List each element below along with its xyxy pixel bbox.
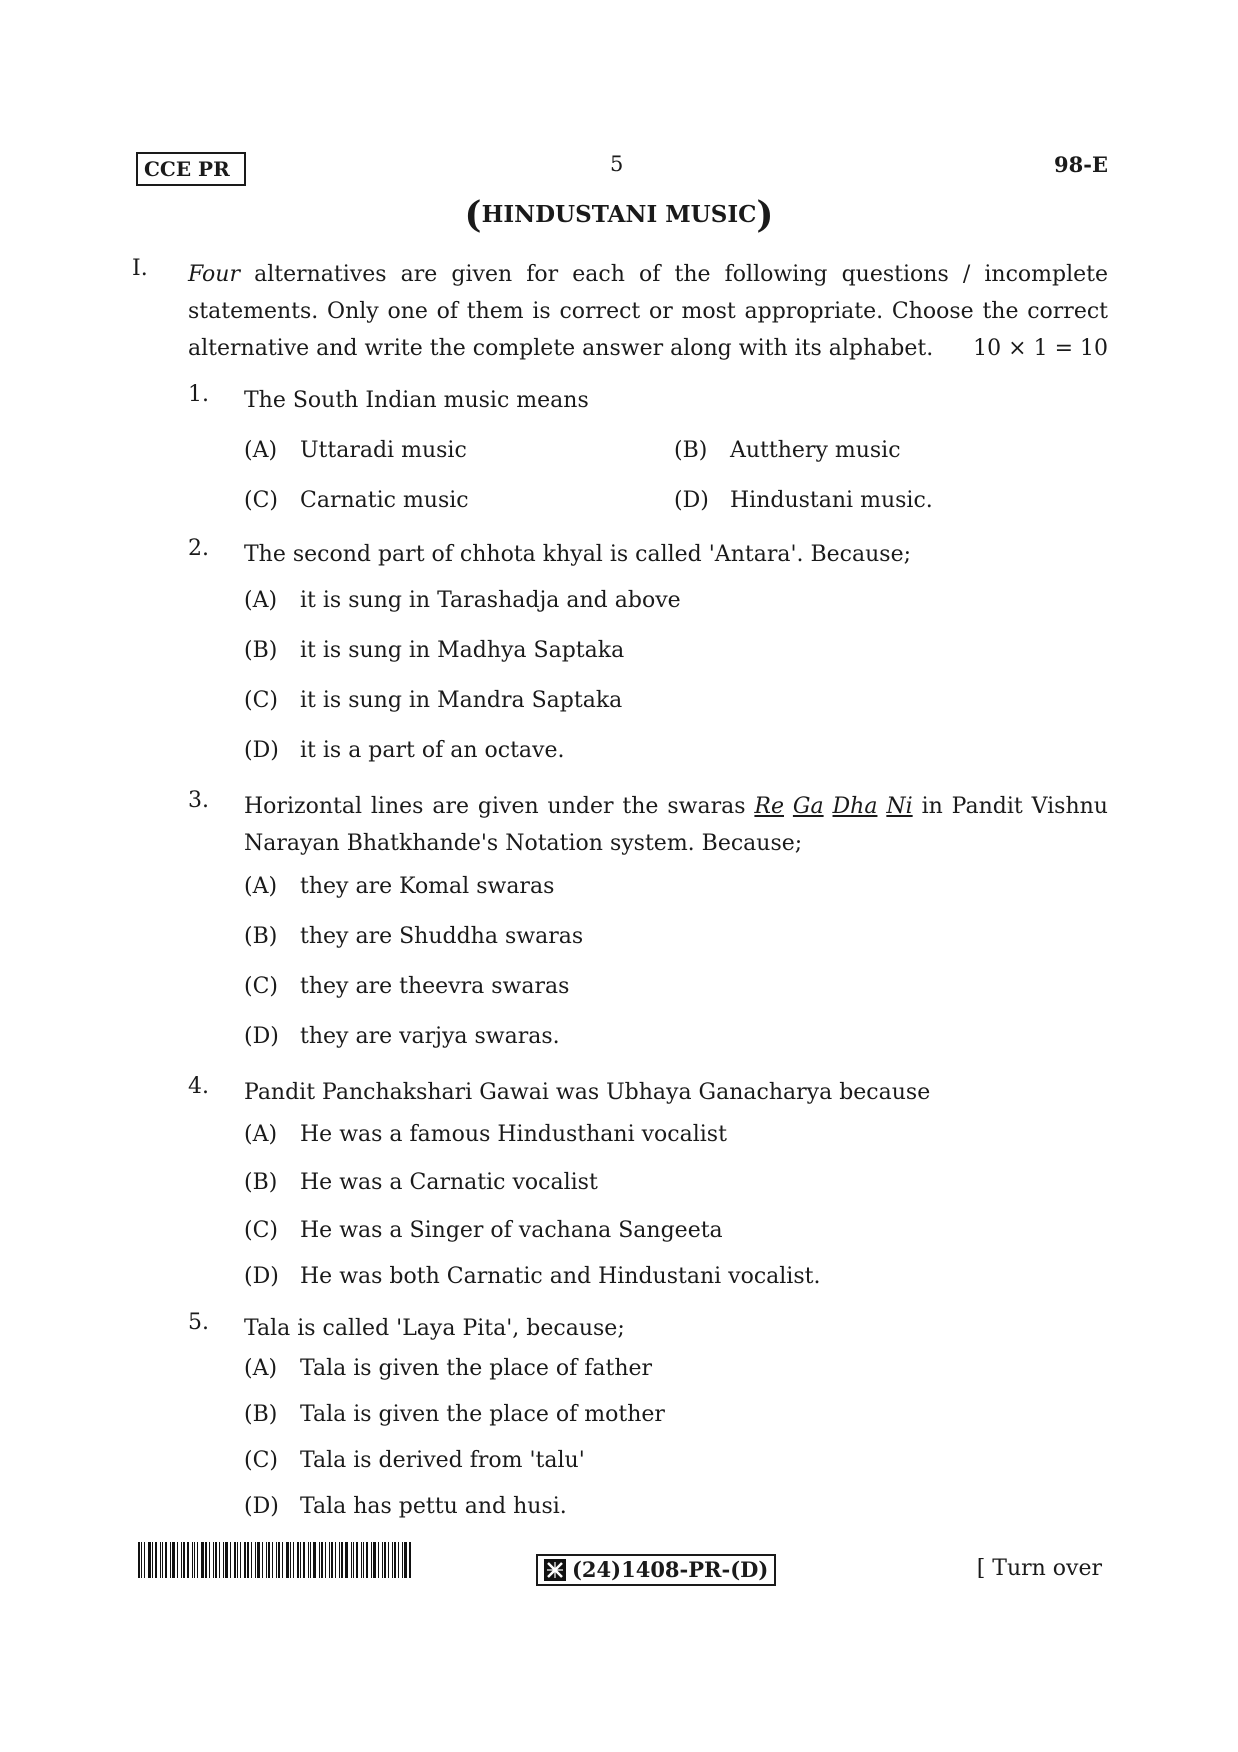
barcode-bar: [187, 1542, 189, 1578]
option-text: they are Komal swaras: [300, 874, 555, 899]
option-letter: (B): [244, 1402, 278, 1427]
question-text: The second part of chhota khyal is called 'Antara'. Because;: [244, 542, 912, 567]
barcode-bar: [329, 1542, 330, 1578]
question-text: Tala is called 'Laya Pita', because;: [244, 1316, 625, 1341]
barcode-bar: [353, 1542, 354, 1578]
option-letter: (C): [244, 688, 278, 713]
option-text: He was a Singer of vachana Sangeeta: [300, 1218, 723, 1243]
barcode-bar: [148, 1542, 151, 1578]
question-text: The South Indian music means: [244, 388, 589, 413]
barcode-bar: [141, 1542, 142, 1578]
swara-ga: Ga: [792, 794, 824, 819]
paper-series-code: CCE PR: [136, 152, 246, 186]
option-letter: (A): [244, 874, 278, 899]
swara-ni: Ni: [886, 794, 913, 819]
barcode-bar: [356, 1542, 358, 1578]
question-number: 2.: [188, 536, 209, 561]
barcode-bar: [138, 1542, 140, 1578]
option-letter: (D): [244, 1494, 279, 1519]
barcode-bar: [144, 1542, 145, 1578]
barcode-bar: [276, 1542, 277, 1578]
option-text: Autthery music: [730, 438, 901, 463]
title-text: HINDUSTANI MUSIC: [481, 201, 757, 228]
question-text: Pandit Panchakshari Gawai was Ubhaya Ganacharya because: [244, 1080, 931, 1105]
barcode-bar: [282, 1542, 283, 1578]
barcode-bar: [310, 1542, 311, 1578]
option-letter: (A): [244, 1122, 278, 1147]
barcode-bar: [237, 1542, 238, 1578]
barcode-bar: [297, 1542, 299, 1578]
barcode-bar: [366, 1542, 368, 1578]
turn-over-note: [ Turn over: [976, 1556, 1102, 1581]
page-title: [0, 194, 1238, 236]
option-text: Tala is derived from 'talu': [300, 1448, 585, 1473]
barcode-bar: [213, 1542, 214, 1578]
question-text-post: in Pandit Vishnu Narayan Bhatkhande's Notation system. Because;: [244, 794, 1108, 856]
barcode-bar: [177, 1542, 178, 1578]
barcode-bar: [219, 1542, 220, 1578]
barcode-bar: [293, 1542, 294, 1578]
barcode-bar: [240, 1542, 241, 1578]
title-open-paren: (: [464, 194, 482, 236]
barcode-bar: [325, 1542, 326, 1578]
option-letter: (B): [674, 438, 708, 463]
title-close-paren: ): [756, 194, 774, 236]
footer-code-box: [536, 1554, 776, 1586]
swara-re: Re: [754, 794, 784, 819]
instruction-emphasis: Four: [188, 262, 240, 287]
barcode-bar: [165, 1542, 167, 1578]
barcode-bar: [319, 1542, 320, 1578]
option-text: He was a famous Hindusthani vocalist: [300, 1122, 727, 1147]
page-number: 5: [610, 152, 624, 176]
question-text-pre: Horizontal lines are given under the swaras: [244, 794, 746, 819]
barcode-bar: [162, 1542, 163, 1578]
barcode-bar: [392, 1542, 393, 1578]
barcode-bar: [341, 1542, 343, 1578]
barcode-bar: [251, 1542, 252, 1578]
section-instructions: [188, 256, 1108, 367]
option-letter: (A): [244, 1356, 278, 1381]
barcode-bar: [152, 1542, 153, 1578]
instruction-text: alternatives are given for each of the following questions / incomplete statements. Only one of them is correct or most appropriate. Choose the correct alternative and write the complete answer along with its alphabet.: [188, 262, 1108, 361]
barcode-bar: [272, 1542, 273, 1578]
barcode-bar: [244, 1542, 246, 1578]
barcode-bar: [300, 1542, 301, 1578]
barcode-bar: [339, 1542, 340, 1578]
barcode-bar: [172, 1542, 175, 1578]
question-number: 1.: [188, 382, 209, 407]
barcode-bar: [234, 1542, 236, 1578]
barcode-bar: [404, 1542, 407, 1578]
option-letter: (D): [244, 1264, 279, 1289]
barcode-bar: [278, 1542, 280, 1578]
barcode-bar: [160, 1542, 161, 1578]
barcode-bar: [388, 1542, 389, 1578]
barcode-bar: [384, 1542, 386, 1578]
barcode-bar: [363, 1542, 364, 1578]
option-text: He was both Carnatic and Hindustani vocalist.: [300, 1264, 821, 1289]
option-text: Hindustani music.: [730, 488, 933, 513]
option-letter: (C): [244, 1448, 278, 1473]
barcode-bar: [183, 1542, 185, 1578]
barcode-bar: [335, 1542, 336, 1578]
barcode-bar: [192, 1542, 193, 1578]
barcode-bar: [378, 1542, 379, 1578]
barcode-bar: [201, 1542, 204, 1578]
barcode-bar: [181, 1542, 182, 1578]
barcode-bar: [255, 1542, 256, 1578]
option-text: Tala has pettu and husi.: [300, 1494, 567, 1519]
barcode-bar: [209, 1542, 210, 1578]
barcode-bar: [409, 1542, 411, 1578]
barcode-bar: [373, 1542, 376, 1578]
option-letter: (C): [244, 1218, 278, 1243]
option-letter: (D): [244, 1024, 279, 1049]
barcode-bar: [170, 1542, 171, 1578]
option-text: it is sung in Madhya Saptaka: [300, 638, 625, 663]
barcode-bar: [351, 1542, 352, 1578]
barcode-bar: [394, 1542, 396, 1578]
barcode-bar: [290, 1542, 291, 1578]
option-text: Tala is given the place of mother: [300, 1402, 665, 1427]
section-number: I.: [132, 256, 148, 281]
option-text: Tala is given the place of father: [300, 1356, 653, 1381]
barcode: [138, 1542, 418, 1578]
swara-dha: Dha: [832, 794, 878, 819]
barcode-bar: [247, 1542, 249, 1578]
cross-mark-icon: [544, 1559, 566, 1581]
paper-code: 98-E: [1054, 152, 1108, 177]
barcode-bar: [382, 1542, 383, 1578]
question-number: 4.: [188, 1074, 209, 1099]
option-letter: (A): [244, 438, 278, 463]
barcode-bar: [268, 1542, 270, 1578]
option-letter: (D): [674, 488, 709, 513]
question-text: [244, 788, 1108, 862]
option-text: it is a part of an octave.: [300, 738, 565, 763]
barcode-bar: [225, 1542, 228, 1578]
barcode-bar: [321, 1542, 323, 1578]
option-text: they are varjya swaras.: [300, 1024, 560, 1049]
barcode-bar: [197, 1542, 198, 1578]
option-letter: (B): [244, 924, 278, 949]
barcode-bar: [308, 1542, 309, 1578]
barcode-bar: [262, 1542, 263, 1578]
option-letter: (B): [244, 1170, 278, 1195]
option-text: it is sung in Mandra Saptaka: [300, 688, 623, 713]
option-text: Carnatic music: [300, 488, 469, 513]
barcode-bar: [371, 1542, 372, 1578]
option-letter: (D): [244, 738, 279, 763]
marks-allocation: 10 × 1 = 10: [973, 336, 1108, 361]
option-text: He was a Carnatic vocalist: [300, 1170, 598, 1195]
question-number: 5.: [188, 1310, 209, 1335]
barcode-bar: [223, 1542, 224, 1578]
barcode-bar: [286, 1542, 289, 1578]
question-number: 3.: [188, 788, 209, 813]
barcode-bar: [230, 1542, 231, 1578]
barcode-bar: [402, 1542, 403, 1578]
barcode-bar: [303, 1542, 305, 1578]
option-text: it is sung in Tarashadja and above: [300, 588, 681, 613]
barcode-bar: [257, 1542, 260, 1578]
barcode-bar: [266, 1542, 267, 1578]
barcode-bar: [205, 1542, 207, 1578]
barcode-bar: [313, 1542, 316, 1578]
option-text: they are theevra swaras: [300, 974, 570, 999]
barcode-bar: [345, 1542, 348, 1578]
option-letter: (A): [244, 588, 278, 613]
barcode-bar: [361, 1542, 362, 1578]
barcode-bar: [155, 1542, 157, 1578]
barcode-bar: [398, 1542, 399, 1578]
barcode-bar: [215, 1542, 217, 1578]
option-letter: (B): [244, 638, 278, 663]
option-text: Uttaradi music: [300, 438, 467, 463]
barcode-bar: [194, 1542, 195, 1578]
barcode-bar: [331, 1542, 333, 1578]
option-letter: (C): [244, 974, 278, 999]
option-text: they are Shuddha swaras: [300, 924, 584, 949]
footer-code: (24)1408-PR-(D): [572, 1557, 769, 1582]
option-letter: (C): [244, 488, 278, 513]
